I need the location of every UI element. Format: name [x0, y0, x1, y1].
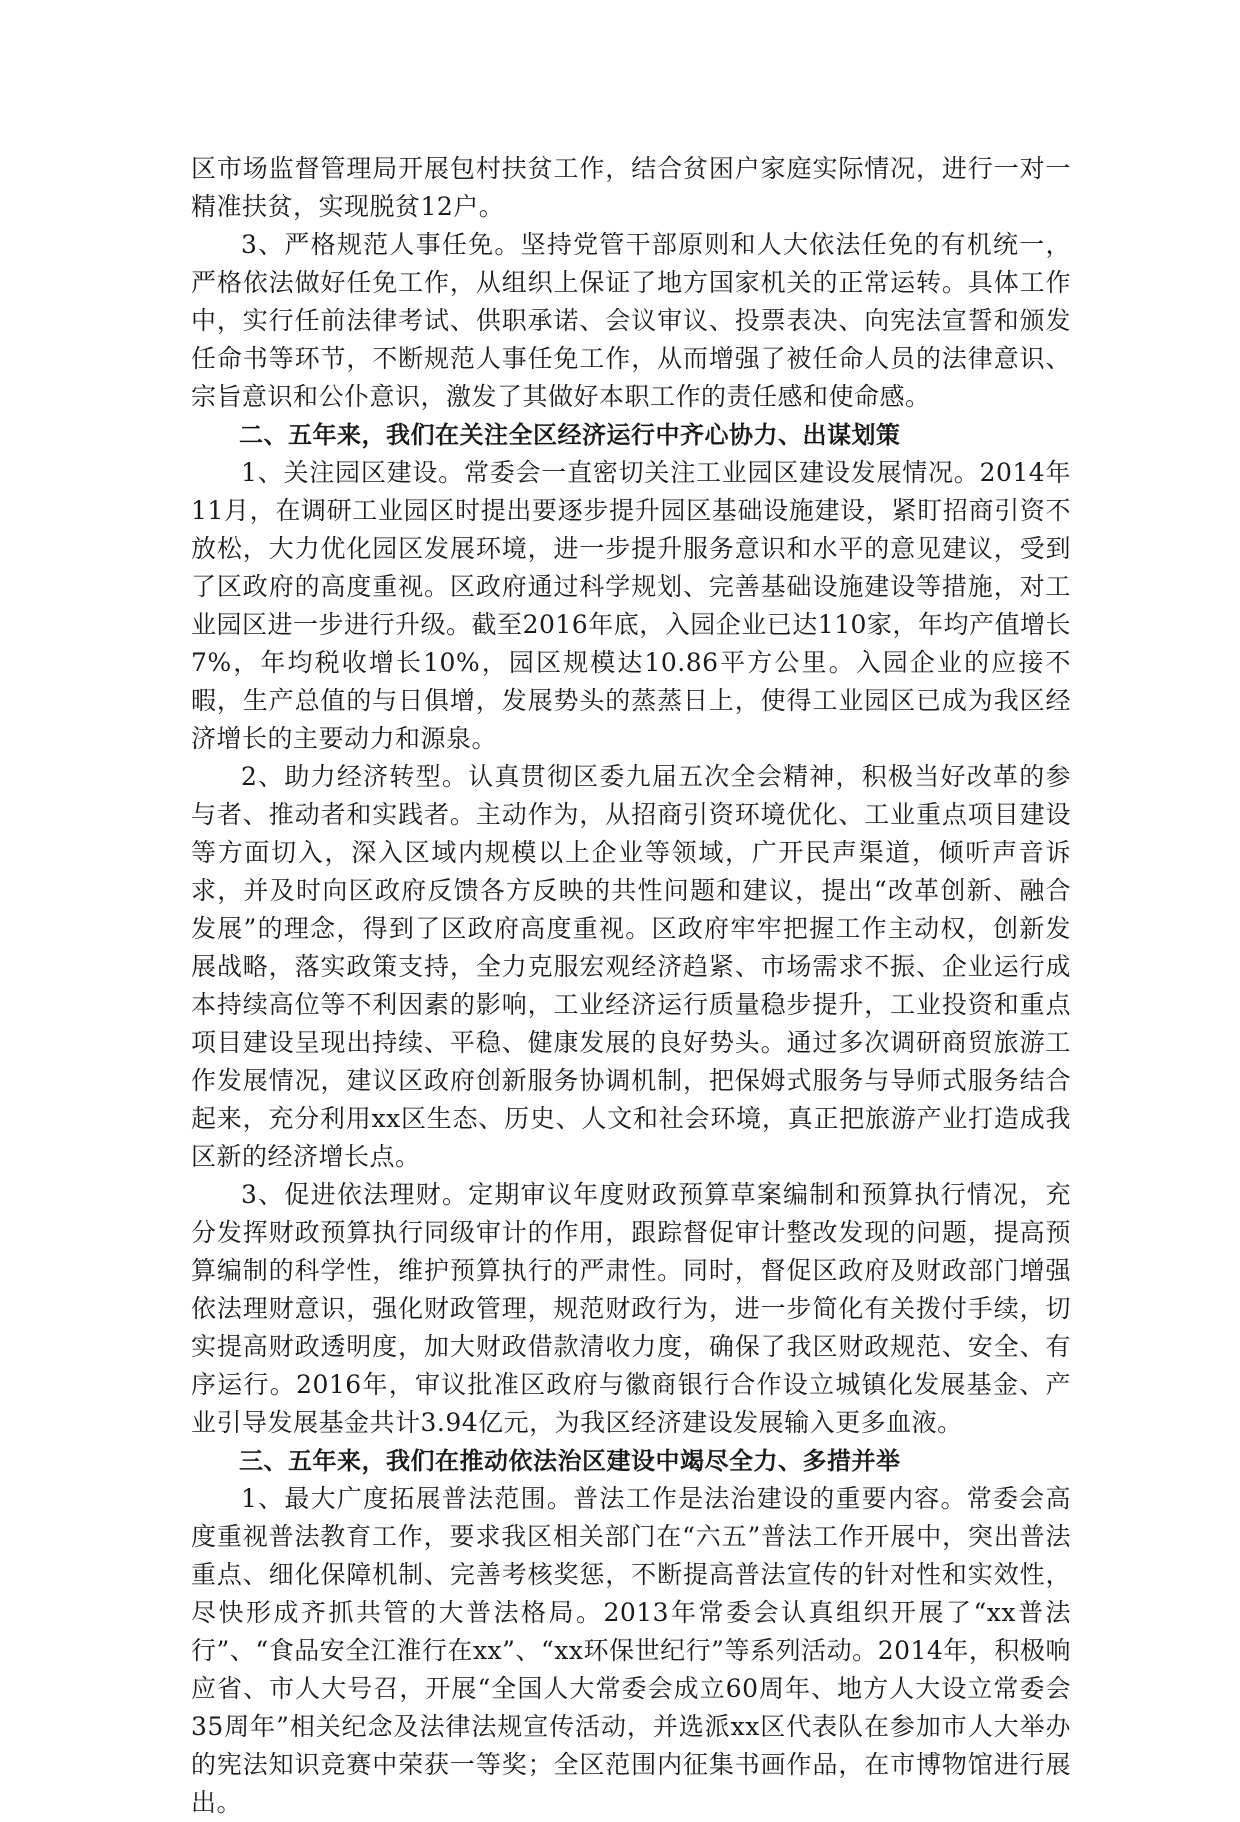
- paragraph-industrial-park: 1、关注园区建设。常委会一直密切关注工业园区建设发展情况。2014年11月，在调研工业园区时提出要逐步提升园区基础设施建设，紧盯招商引资不放松，大力优化园区发展环境，进一步提升服务意识和水平的意见建议，受到了区政府的高度重视。区政府通过科学规划、完善基础设施建设等措施，对工业园区进一步进行升级。截至2016年底，入园企业已达110家，年均产值增长7%，年均税收增长10%，园区规模达10.86平方公里。入园企业的应接不暇，生产总值的与日俱增，发展势头的蒸蒸日上，使得工业园区已成为我区经济增长的主要动力和源泉。: [191, 458, 1071, 753]
- paragraph-poverty-alleviation: 区市场监督管理局开展包村扶贫工作，结合贫困户家庭实际情况，进行一对一精准扶贫，实现脱贫12户。: [191, 154, 1071, 221]
- paragraph-legal-education: 1、最大广度拓展普法范围。普法工作是法治建设的重要内容。常委会高度重视普法教育工作，要求我区相关部门在“六五”普法工作开展中，突出普法重点、细化保障机制、完善考核奖惩，不断提高普法宣传的针对性和实效性，尽快形成齐抓共管的大普法格局。2013年常委会认真组织开展了“xx普法行”、“食品安全江淮行在xx”、“xx环保世纪行”等系列活动。2014年，积极响应省、市人大号召，开展“全国人大常委会成立60周年、地方人大设立常委会35周年”相关纪念及法律法规宣传活动，并选派xx区代表队在参加市人大举办的宪法知识竞赛中荣获一等奖；全区范围内征集书画作品，在市博物馆进行展出。: [191, 1484, 1071, 1817]
- paragraph-economic-transformation: 2、助力经济转型。认真贯彻区委九届五次全会精神，积极当好改革的参与者、推动者和实践者。主动作为，从招商引资环境优化、工业重点项目建设等方面切入，深入区域内规模以上企业等领域，广开民声渠道，倾听声音诉求，并及时向区政府反馈各方反映的共性问题和建议，提出“改革创新、融合发展”的理念，得到了区政府高度重视。区政府牢牢把握工作主动权，创新发展战略，落实政策支持，全力克服宏观经济趋紧、市场需求不振、企业运行成本持续高位等不利因素的影响，工业经济运行质量稳步提升，工业投资和重点项目建设呈现出持续、平稳、健康发展的良好势头。通过多次调研商贸旅游工作发展情况，建议区政府创新服务协调机制，把保姆式服务与导师式服务结合起来，充分利用xx区生态、历史、人文和社会环境，真正把旅游产业打造成我区新的经济增长点。: [191, 762, 1071, 1171]
- section-heading-economy: 二、五年来，我们在关注全区经济运行中齐心协力、出谋划策: [239, 421, 901, 449]
- section-heading-rule-of-law: 三、五年来，我们在推动依法治区建设中竭尽全力、多措并举: [239, 1447, 901, 1475]
- document-page: [191, 150, 1071, 1822]
- paragraph-lawful-finance: 3、促进依法理财。定期审议年度财政预算草案编制和预算执行情况，充分发挥财政预算执行同级审计的作用，跟踪督促审计整改发现的问题，提高预算编制的科学性，维护预算执行的严肃性。同时，督促区政府及财政部门增强依法理财意识，强化财政管理，规范财政行为，进一步简化有关拨付手续，切实提高财政透明度，加大财政借款清收力度，确保了我区财政规范、安全、有序运行。2016年，审议批准区政府与徽商银行合作设立城镇化发展基金、产业引导发展基金共计3.94亿元，为我区经济建设发展输入更多血液。: [191, 1180, 1071, 1437]
- paragraph-personnel-appointment: 3、严格规范人事任免。坚持党管干部原则和人大依法任免的有机统一，严格依法做好任免工作，从组织上保证了地方国家机关的正常运转。具体工作中，实行任前法律考试、供职承诺、会议审议、投票表决、向宪法宣誓和颁发任命书等环节，不断规范人事任免工作，从而增强了被任命人员的法律意识、宗旨意识和公仆意识，激发了其做好本职工作的责任感和使命感。: [191, 230, 1071, 411]
